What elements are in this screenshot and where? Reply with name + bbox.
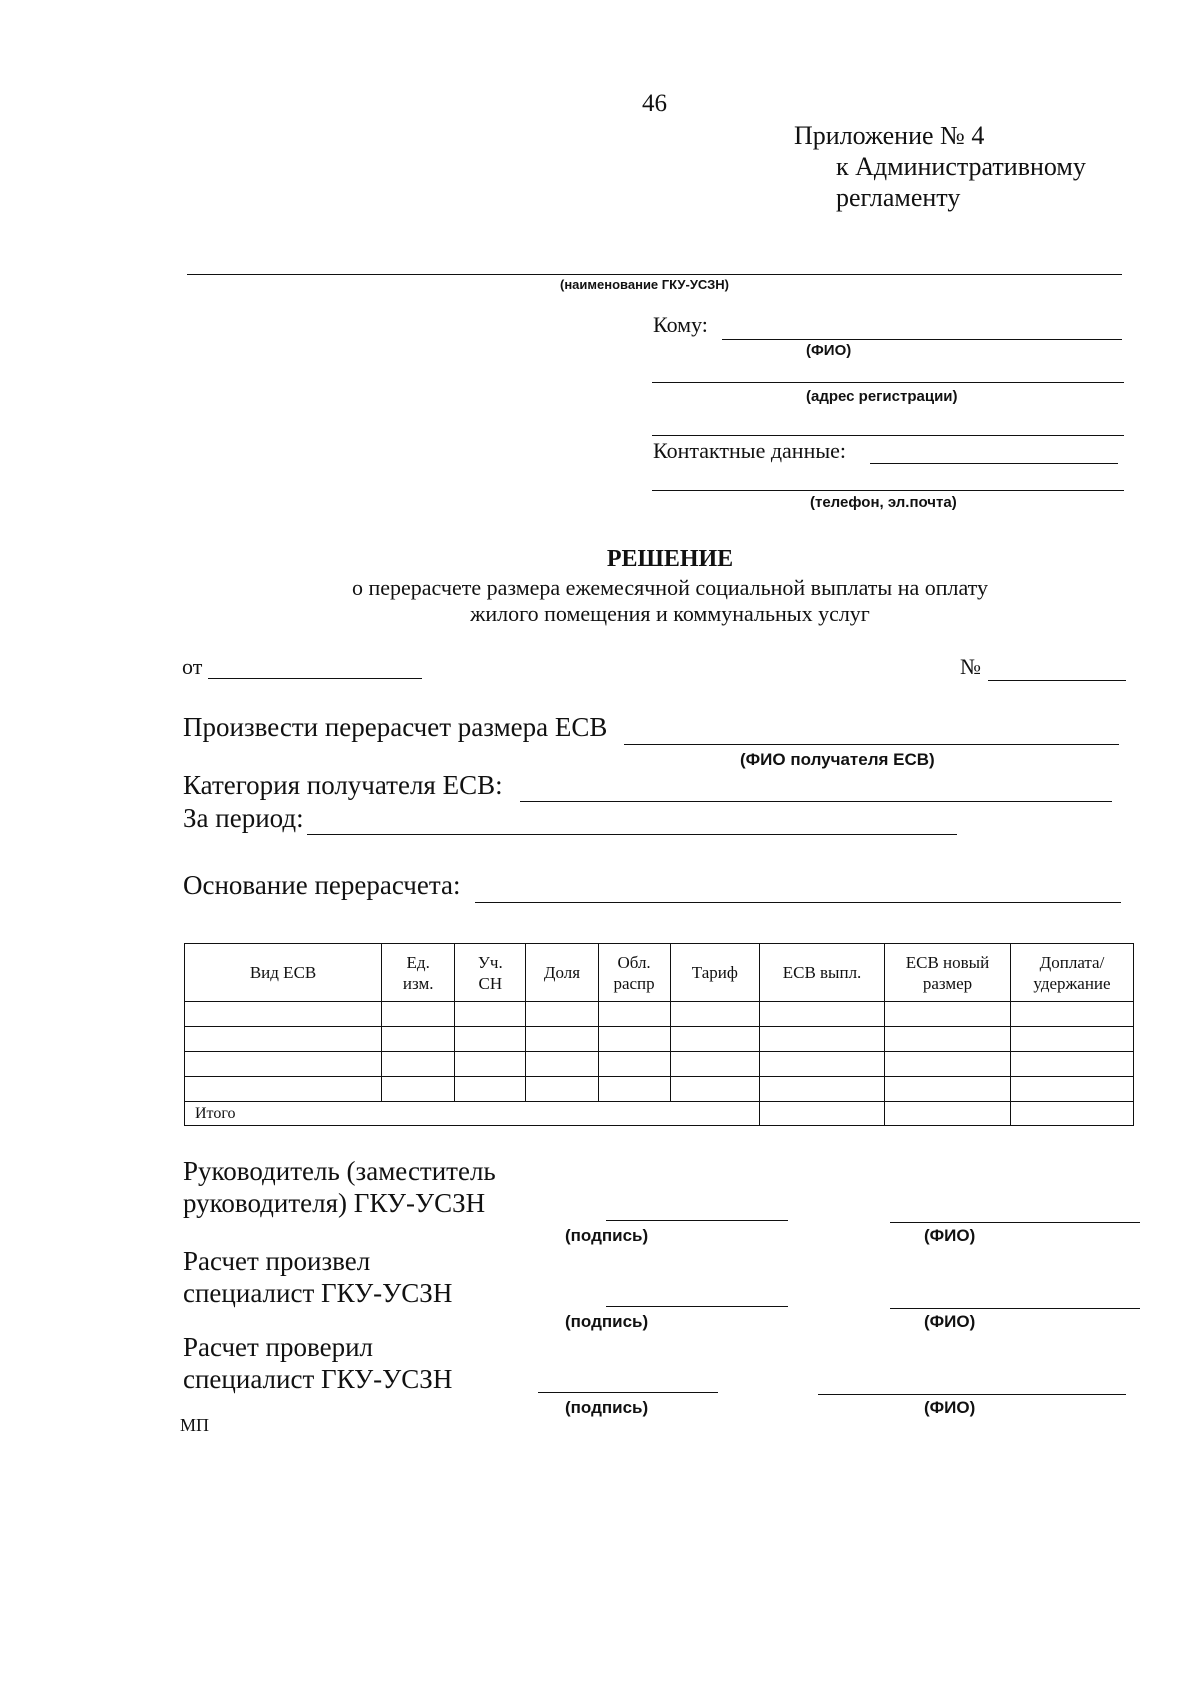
address-caption: (адрес регистрации) [806, 388, 958, 405]
calc-signature-line[interactable] [606, 1306, 788, 1307]
category-label: Категория получателя ЕСВ: [183, 770, 503, 800]
recalc-fio-line[interactable] [624, 744, 1119, 745]
appendix-line-1: Приложение № 4 [794, 121, 985, 150]
contacts-line-2[interactable] [652, 490, 1124, 491]
head-fio-caption: (ФИО) [924, 1226, 976, 1245]
col-header-share: Доля [526, 944, 598, 1002]
number-line[interactable] [988, 680, 1126, 681]
head-signatory-line-2: руководителя) ГКУ-УСЗН [183, 1188, 486, 1218]
table-row [185, 1077, 1134, 1102]
date-label: от [182, 654, 203, 679]
period-label: За период: [183, 803, 304, 833]
table-header-row [185, 944, 1134, 1002]
check-fio-caption: (ФИО) [924, 1398, 976, 1417]
check-signatory-line-1: Расчет проверил [183, 1332, 374, 1362]
col-header-regional: Обл. распр [598, 944, 670, 1002]
contacts-caption: (телефон, эл.почта) [810, 494, 957, 511]
contacts-line[interactable] [870, 463, 1118, 464]
number-label: № [960, 654, 981, 679]
period-line[interactable] [307, 834, 957, 835]
decision-subtitle-line-1: о перерасчете размера ежемесячной социальной выплаты на оплату [351, 575, 988, 600]
table-row [185, 1002, 1134, 1027]
to-fio-caption: (ФИО) [806, 342, 852, 359]
decision-subtitle-line-2: жилого помещения и коммунальных услуг [470, 601, 870, 626]
calc-signatory-line-2: специалист ГКУ-УСЗН [183, 1278, 453, 1308]
stamp-placeholder: МП [180, 1415, 210, 1435]
col-header-adjustment: Доплата/ удержание [1010, 944, 1133, 1002]
page-number: 46 [642, 90, 667, 117]
basis-label: Основание перерасчета: [183, 870, 461, 900]
check-signature-caption: (подпись) [565, 1398, 649, 1417]
decision-title: РЕШЕНИЕ [606, 546, 734, 572]
check-fio-line[interactable] [818, 1394, 1126, 1395]
table-row [185, 1052, 1134, 1077]
address-line-2[interactable] [652, 435, 1124, 436]
col-header-esv-new: ЕСВ новый размер [885, 944, 1011, 1002]
date-line[interactable] [208, 678, 422, 679]
head-fio-line[interactable] [890, 1222, 1140, 1223]
appendix-line-2: к Административному [836, 152, 1086, 181]
contacts-label: Контактные данные: [653, 438, 846, 463]
head-signatory-line-1: Руководитель (заместитель [183, 1156, 496, 1186]
address-line[interactable] [652, 382, 1124, 383]
col-header-unit: Ед. изм. [382, 944, 455, 1002]
check-signature-line[interactable] [538, 1392, 718, 1393]
to-fio-line[interactable] [722, 339, 1122, 340]
appendix-line-3: регламенту [836, 183, 961, 212]
col-header-esv-paid: ЕСВ выпл. [760, 944, 885, 1002]
recalc-fio-caption: (ФИО получателя ЕСВ) [740, 750, 935, 769]
calc-fio-caption: (ФИО) [924, 1312, 976, 1331]
calc-signature-caption: (подпись) [565, 1312, 649, 1331]
table-row [185, 1027, 1134, 1052]
org-name-line[interactable] [187, 274, 1122, 275]
check-signatory-line-2: специалист ГКУ-УСЗН [183, 1364, 453, 1394]
to-label: Кому: [653, 312, 708, 337]
org-name-caption: (наименование ГКУ-УСЗН) [560, 277, 729, 292]
table-total-row [185, 1102, 1134, 1126]
category-line[interactable] [520, 801, 1112, 802]
recalculation-table [184, 943, 1134, 1126]
calc-fio-line[interactable] [890, 1308, 1140, 1309]
col-header-household: Уч. СН [455, 944, 526, 1002]
recalc-label: Произвести перерасчет размера ЕСВ [183, 712, 608, 742]
total-label: Итого [185, 1102, 760, 1126]
calc-signatory-line-1: Расчет произвел [183, 1246, 371, 1276]
col-header-tariff: Тариф [670, 944, 759, 1002]
head-signature-line[interactable] [606, 1220, 788, 1221]
col-header-esv-type: Вид ЕСВ [185, 944, 382, 1002]
basis-line[interactable] [475, 902, 1121, 903]
head-signature-caption: (подпись) [565, 1226, 649, 1245]
